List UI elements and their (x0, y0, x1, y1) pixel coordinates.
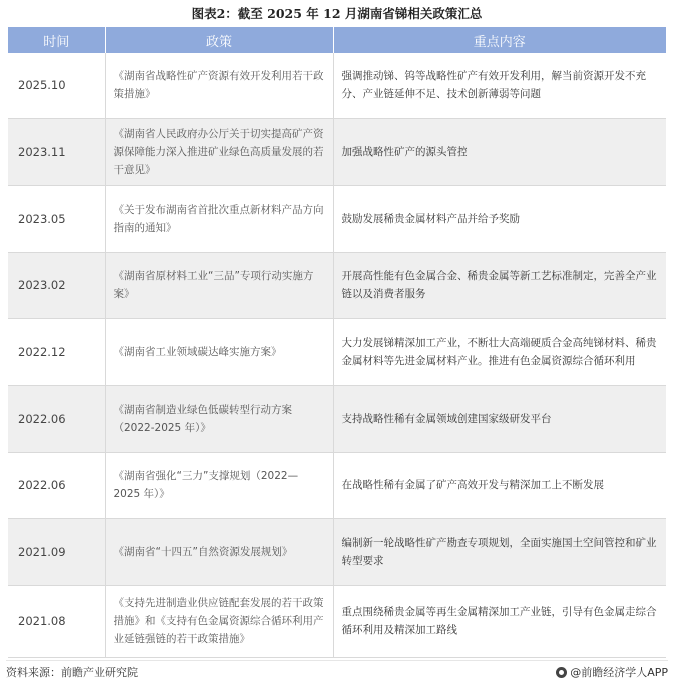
row-policy: 《湖南省原材料工业“三品”专项行动实施方案》 (105, 252, 333, 318)
table-row (8, 252, 666, 318)
table-row (8, 452, 666, 518)
header-policy: 政策 (105, 27, 333, 53)
row-time: 2022.12 (8, 318, 105, 385)
row-policy: 《支持先进制造业供应链配套发展的若干政策措施》和《支持有色金属资源综合循环利用产业延链强链的若干政策措施》 (105, 585, 333, 657)
table-header-row (8, 27, 666, 53)
row-policy: 《湖南省工业领域碳达峰实施方案》 (105, 318, 333, 385)
table-row (8, 585, 666, 657)
row-time: 2025.10 (8, 53, 105, 118)
table-row (8, 118, 666, 185)
row-key-content: 加强战略性矿产的源头管控 (333, 118, 666, 185)
row-key-content: 强调推动锑、钨等战略性矿产有效开发利用，解当前资源开发不充分、产业链延伸不足、技术创新薄弱等问题 (333, 53, 666, 118)
footer-divider (6, 660, 668, 661)
header-time: 时间 (8, 27, 105, 53)
table-row (8, 385, 666, 452)
row-policy: 《湖南省强化“三力”支撑规划（2022—2025 年）》 (105, 452, 333, 518)
row-time: 2022.06 (8, 385, 105, 452)
source-note: 资料来源：前瞻产业研究院 (6, 666, 138, 679)
row-key-content: 在战略性稀有金属了矿产高效开发与精深加工上不断发展 (333, 452, 666, 518)
row-policy: 《关于发布湖南省首批次重点新材料产品方向指南的通知》 (105, 185, 333, 252)
brand-credit-text: @前瞻经济学人APP (570, 666, 668, 679)
row-time: 2021.08 (8, 585, 105, 657)
row-time: 2023.11 (8, 118, 105, 185)
table-row (8, 318, 666, 385)
row-time: 2023.05 (8, 185, 105, 252)
page-title: 图表2：截至 2025 年 12 月湖南省锑相关政策汇总 (191, 6, 483, 21)
row-key-content: 编制新一轮战略性矿产勘查专项规划，全面实施国土空间管控和矿业转型要求 (333, 518, 666, 585)
row-time: 2022.06 (8, 452, 105, 518)
row-policy: 《湖南省战略性矿产资源有效开发利用若干政策措施》 (105, 53, 333, 118)
row-key-content: 开展高性能有色金属合金、稀贵金属等新工艺标准制定，完善全产业链以及消费者服务 (333, 252, 666, 318)
row-time: 2023.02 (8, 252, 105, 318)
row-key-content: 大力发展锑精深加工产业，不断壮大高端硬质合金高纯锑材料、稀贵金属材料等先进金属材料产业。推进有色金属资源综合循环利用 (333, 318, 666, 385)
row-key-content: 重点围绕稀贵金属等再生金属精深加工产业链，引导有色金属走综合循环利用及精深加工路线 (333, 585, 666, 657)
row-key-content: 支持战略性稀有金属领域创建国家级研发平台 (333, 385, 666, 452)
brand-credit (556, 664, 668, 680)
row-key-content: 鼓励发展稀贵金属材料产品并给予奖励 (333, 185, 666, 252)
table-row (8, 185, 666, 252)
table-row (8, 518, 666, 585)
row-time: 2021.09 (8, 518, 105, 585)
row-policy: 《湖南省人民政府办公厅关于切实提高矿产资源保障能力深入推进矿业绿色高质量发展的若干意见》 (105, 118, 333, 185)
table-row (8, 53, 666, 118)
brand-logo-icon (556, 667, 567, 678)
row-policy: 《湖南省制造业绿色低碳转型行动方案（2022-2025 年）》 (105, 385, 333, 452)
header-key-content: 重点内容 (333, 27, 666, 53)
row-policy: 《湖南省“十四五”自然资源发展规划》 (105, 518, 333, 585)
policy-table (8, 27, 666, 658)
